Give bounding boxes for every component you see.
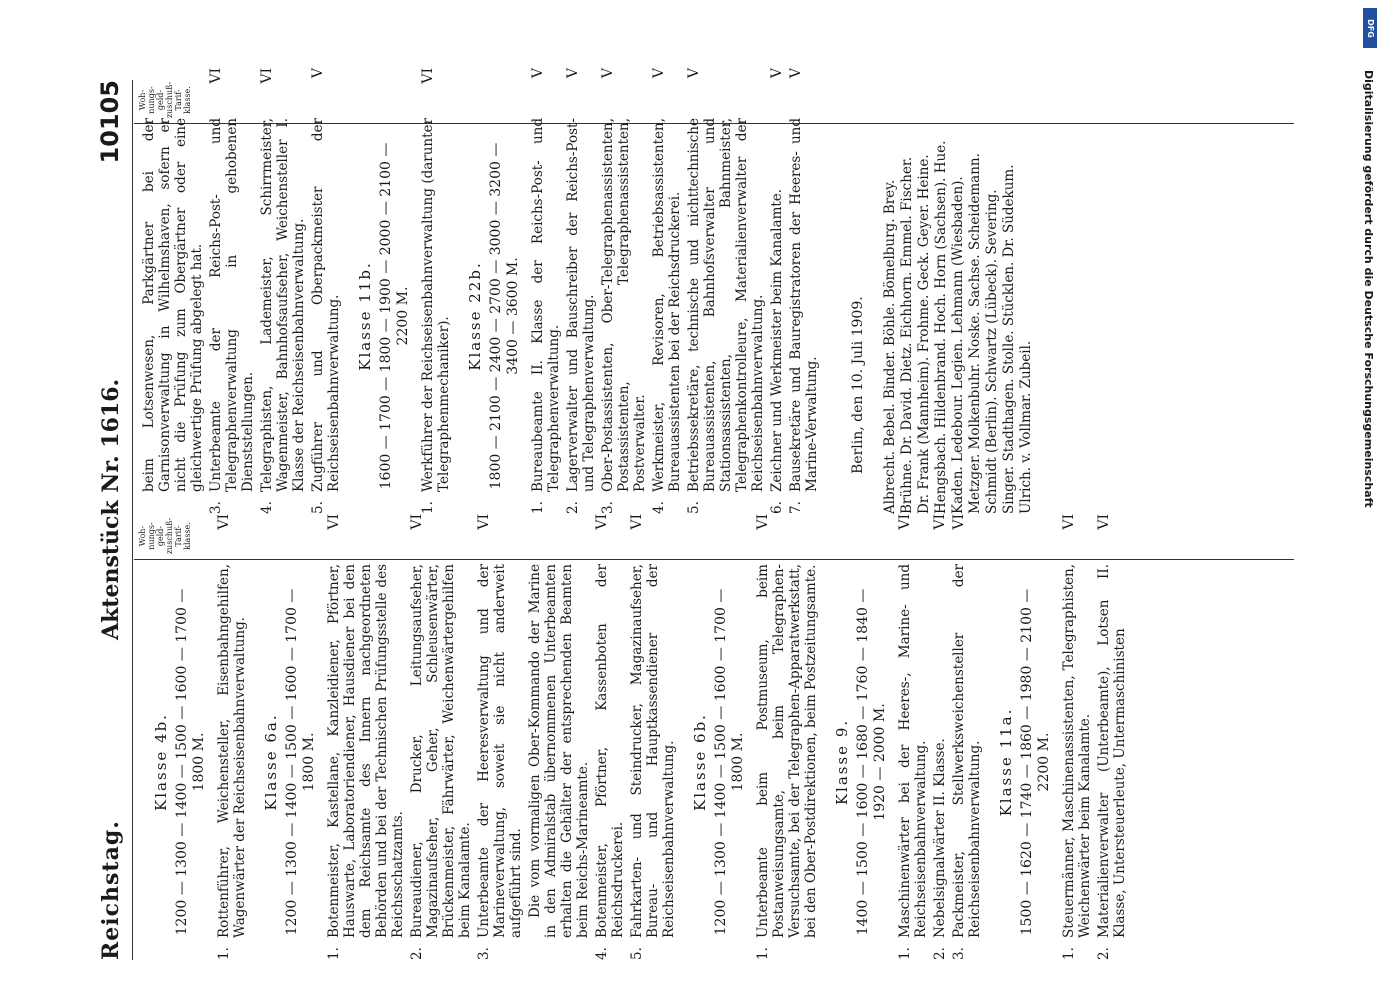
list-item: 3. Packmeister, Stellwerksweichensteller der Reichseisenbahnverwaltung. VI: [951, 514, 983, 960]
list-item: 4. Werkmeister, Revisoren, Betriebsassistenten, Bureauassistenten bei der Reichsdruckerei. V: [651, 68, 683, 514]
list-item: 2. Nebelsignalwärter II. Klasse. VI: [932, 514, 948, 960]
salary-scale: 1200 — 1300 — 1400 — 1500 — 1600 — 1700 — 1800 M.: [713, 588, 746, 936]
page-number: 10105: [96, 80, 124, 164]
signatory-line: Kaden. Ledebour. Legien. Lehmann (Wiesbaden).: [950, 176, 966, 514]
klasse-heading: Klasse 9.: [833, 718, 851, 806]
rotated-document-page: [92, 68, 1292, 960]
list-item: 1. Werkführer der Reichseisenbahnverwaltung (darunter Telegraphenmechaniker). VI: [420, 68, 452, 514]
digitization-note-text: Digitalisierung gefördert durch die Deutsche Forschungsgemeinschaft: [1362, 70, 1375, 508]
signatory-line: Dr. Frank (Mannheim). Frohme. Geck. Geyer. Heine.: [916, 154, 932, 514]
klasse-heading: Klasse 11a.: [997, 707, 1015, 817]
klasse-heading: Klasse 22b.: [466, 261, 484, 371]
list-item: 1. Steuermänner, Maschinenassistenten, Telegraphisten, Weichenwärter beim Kanalamte. VI: [1061, 514, 1093, 960]
signatory-line: Schmidt (Berlin). Schwartz (Lübeck). Severing.: [984, 189, 1000, 514]
column-divider: [134, 559, 1294, 560]
continuation-paragraph: beim Lotsenwesen, Parkgärtner bei der Garnisonverwaltung in Wilhelmshaven, sofern er nicht die Prüfung zum Obergärtner oder eine gleichwertige Prüfung abgelegt hat.: [141, 118, 205, 492]
list-item: 3. Unterbeamte der Heeresverwaltung und der Marineverwaltung, soweit sie nicht anderweit aufgeführt sind. VI: [476, 514, 524, 960]
signatory-line: Hengsbach. Hildenbrand. Hoch. Horn (Sachsen). Hue.: [933, 140, 949, 514]
klasse-heading: Klasse 6a.: [262, 713, 280, 811]
signatories: [882, 118, 1035, 514]
list-item: 7. Bausekretäre und Bauregistratoren der Heeres- und Marine-Verwaltung. V: [788, 68, 820, 514]
list-item: 2. Lagerverwalter und Bauschreiber der Reichs-Post- und Telegraphenverwaltung. V: [565, 68, 597, 514]
salary-scale: 1500 — 1620 — 1740 — 1860 — 1980 — 2100 — 2200 M.: [1019, 588, 1052, 936]
header-aktenstueck: Aktenstück Nr. 1616.: [98, 378, 124, 640]
header-reichstag: Reichstag.: [98, 820, 124, 960]
page-header: [92, 80, 126, 960]
list-item: 3. Ober-Postassistenten, Ober-Telegraphenassistenten, Postassistenten, Telegraphenassistenten, Postverwalter. V: [600, 68, 648, 514]
salary-scale: 1400 — 1500 — 1600 — 1680 — 1760 — 1840 — 1920 — 2000 M.: [855, 588, 888, 936]
note-paragraph: Die vom vormaligen Ober-Kommando der Marine in den Admiralstab übernommenen Unterbeamten erhalten die Gehälter der entsprechenden Beamten beim Reichs-Marineamte.: [527, 564, 591, 938]
list-item: 2. Bureaudiener, Drucker, Leitungsaufseher, Magazinaufseher, Geher, Schleusenwärter, Brückenmeister, Fährwärter, Weichenwärtergehilfen beim Kanalamte. VI: [409, 514, 473, 960]
list-item: 4. Telegraphisten, Lademeister, Schirrmeister, Wagenmeister, Bahnhofsaufseher, Weichensteller I. Klasse der Reichseisenbahnverwaltung. VI: [259, 68, 307, 514]
list-item: 5. Betriebssekretäre, technische und nichttechnische Bureauassistenten, Bahnhofsverwalter und Stationsassistenten, Bahnmeister, Telegraphenkontrolleure, Materialienverwalter der Reichseisenbahnverwaltung. V: [686, 68, 766, 514]
salary-scale: 1800 — 2100 — 2400 — 2700 — 3000 — 3200 — 3400 — 3600 M.: [488, 142, 521, 490]
salary-scale: 1600 — 1700 — 1800 — 1900 — 2000 — 2100 — 2200 M.: [378, 142, 411, 490]
list-item: 1. Bureaubeamte II. Klasse der Reichs-Post- und Telegraphenverwaltung. V: [530, 68, 562, 514]
klasse-heading: Klasse 11b.: [356, 261, 374, 371]
list-item: 2. Materialienverwalter (Unterbeamte), Lotsen II. Klasse, Untersteuerleute, Untermaschinisten VI: [1096, 514, 1128, 960]
list-item: 5. Fahrkarten- und Steindrucker, Magazinaufseher, Bureau- und Hauptkassendiener der Reichseisenbahnverwaltung. VI: [629, 514, 677, 960]
klasse-heading: Klasse 4b.: [152, 713, 170, 811]
signatory-line: Albrecht. Bebel. Binder. Böhle. Bömelburg. Brey.: [882, 179, 898, 514]
list-item: 1. Unterbeamte beim Postmuseum, beim Postanweisungsamte, beim Telegraphen-Versuchsamte, bei der Telegraphen-Apparatwerkstatt, bei den Ober-Postdirektionen, beim Postzeitungsamte. VI: [755, 514, 819, 960]
signatory-line: Metzger. Molkenbuhr. Noske. Sachse. Scheidemann.: [967, 153, 983, 514]
signatory-line: Singer. Stadthagen. Stolle. Stücklen. Dr. Südekum.: [1001, 164, 1017, 514]
wk-column-header: Woh- nungs- geld- zuschuß- Tarif- klasse.: [138, 81, 192, 119]
klasse-heading: Klasse 6b.: [691, 713, 709, 811]
list-item: 6. Zeichner und Werkmeister beim Kanalamte. V: [769, 68, 785, 514]
signatory-line: Brühne. Dr. David. Dietz. Eichhorn. Emmel. Fischer.: [899, 156, 915, 514]
list-item: 3. Unterbeamte der Reichs-Post- und Telegraphenverwaltung in gehobenen Dienststellungen. VI: [208, 68, 256, 514]
list-item: 1. Rottenführer, Weichensteller, Eisenbahngehilfen, Wagenwärter der Reichseisenbahnverwaltung. VI: [216, 514, 248, 960]
wk-column-header: Woh- nungs- geld- zuschuß- Tarif- klasse.: [138, 517, 192, 555]
list-item: 4. Botenmeister, Pförtner, Kassenboten der Reichsdruckerei. VI: [594, 514, 626, 960]
list-item: 5. Zugführer und Oberpackmeister der Reichseisenbahnverwaltung. V: [310, 68, 342, 514]
list-item: 1. Botenmeister, Kastellane, Kanzleidiener, Pförtner, Hauswarte, Laboratoriendiener, Hausdiener bei den dem Reichsamte des Innern nachgeordneten Behörden und bei der Technischen Prüfungsstelle des Reichsschatzamts. VI: [326, 514, 406, 960]
document-date: Berlin, den 10. Juli 1909.: [850, 296, 866, 474]
header-rule: [132, 80, 133, 960]
salary-scale: 1200 — 1300 — 1400 — 1500 — 1600 — 1700 — 1800 M.: [284, 588, 317, 936]
salary-scale: 1200 — 1300 — 1400 — 1500 — 1600 — 1700 — 1800 M.: [174, 588, 207, 936]
digitization-note: [1357, 0, 1379, 1000]
signatory-line: Ulrich. v. Vollmar. Zubeil.: [1018, 340, 1034, 514]
list-item: 1. Maschinenwärter bei der Heeres-, Marine- und Reichseisenbahnverwaltung. VI: [897, 514, 929, 960]
dfg-logo: DFG: [1363, 8, 1377, 48]
